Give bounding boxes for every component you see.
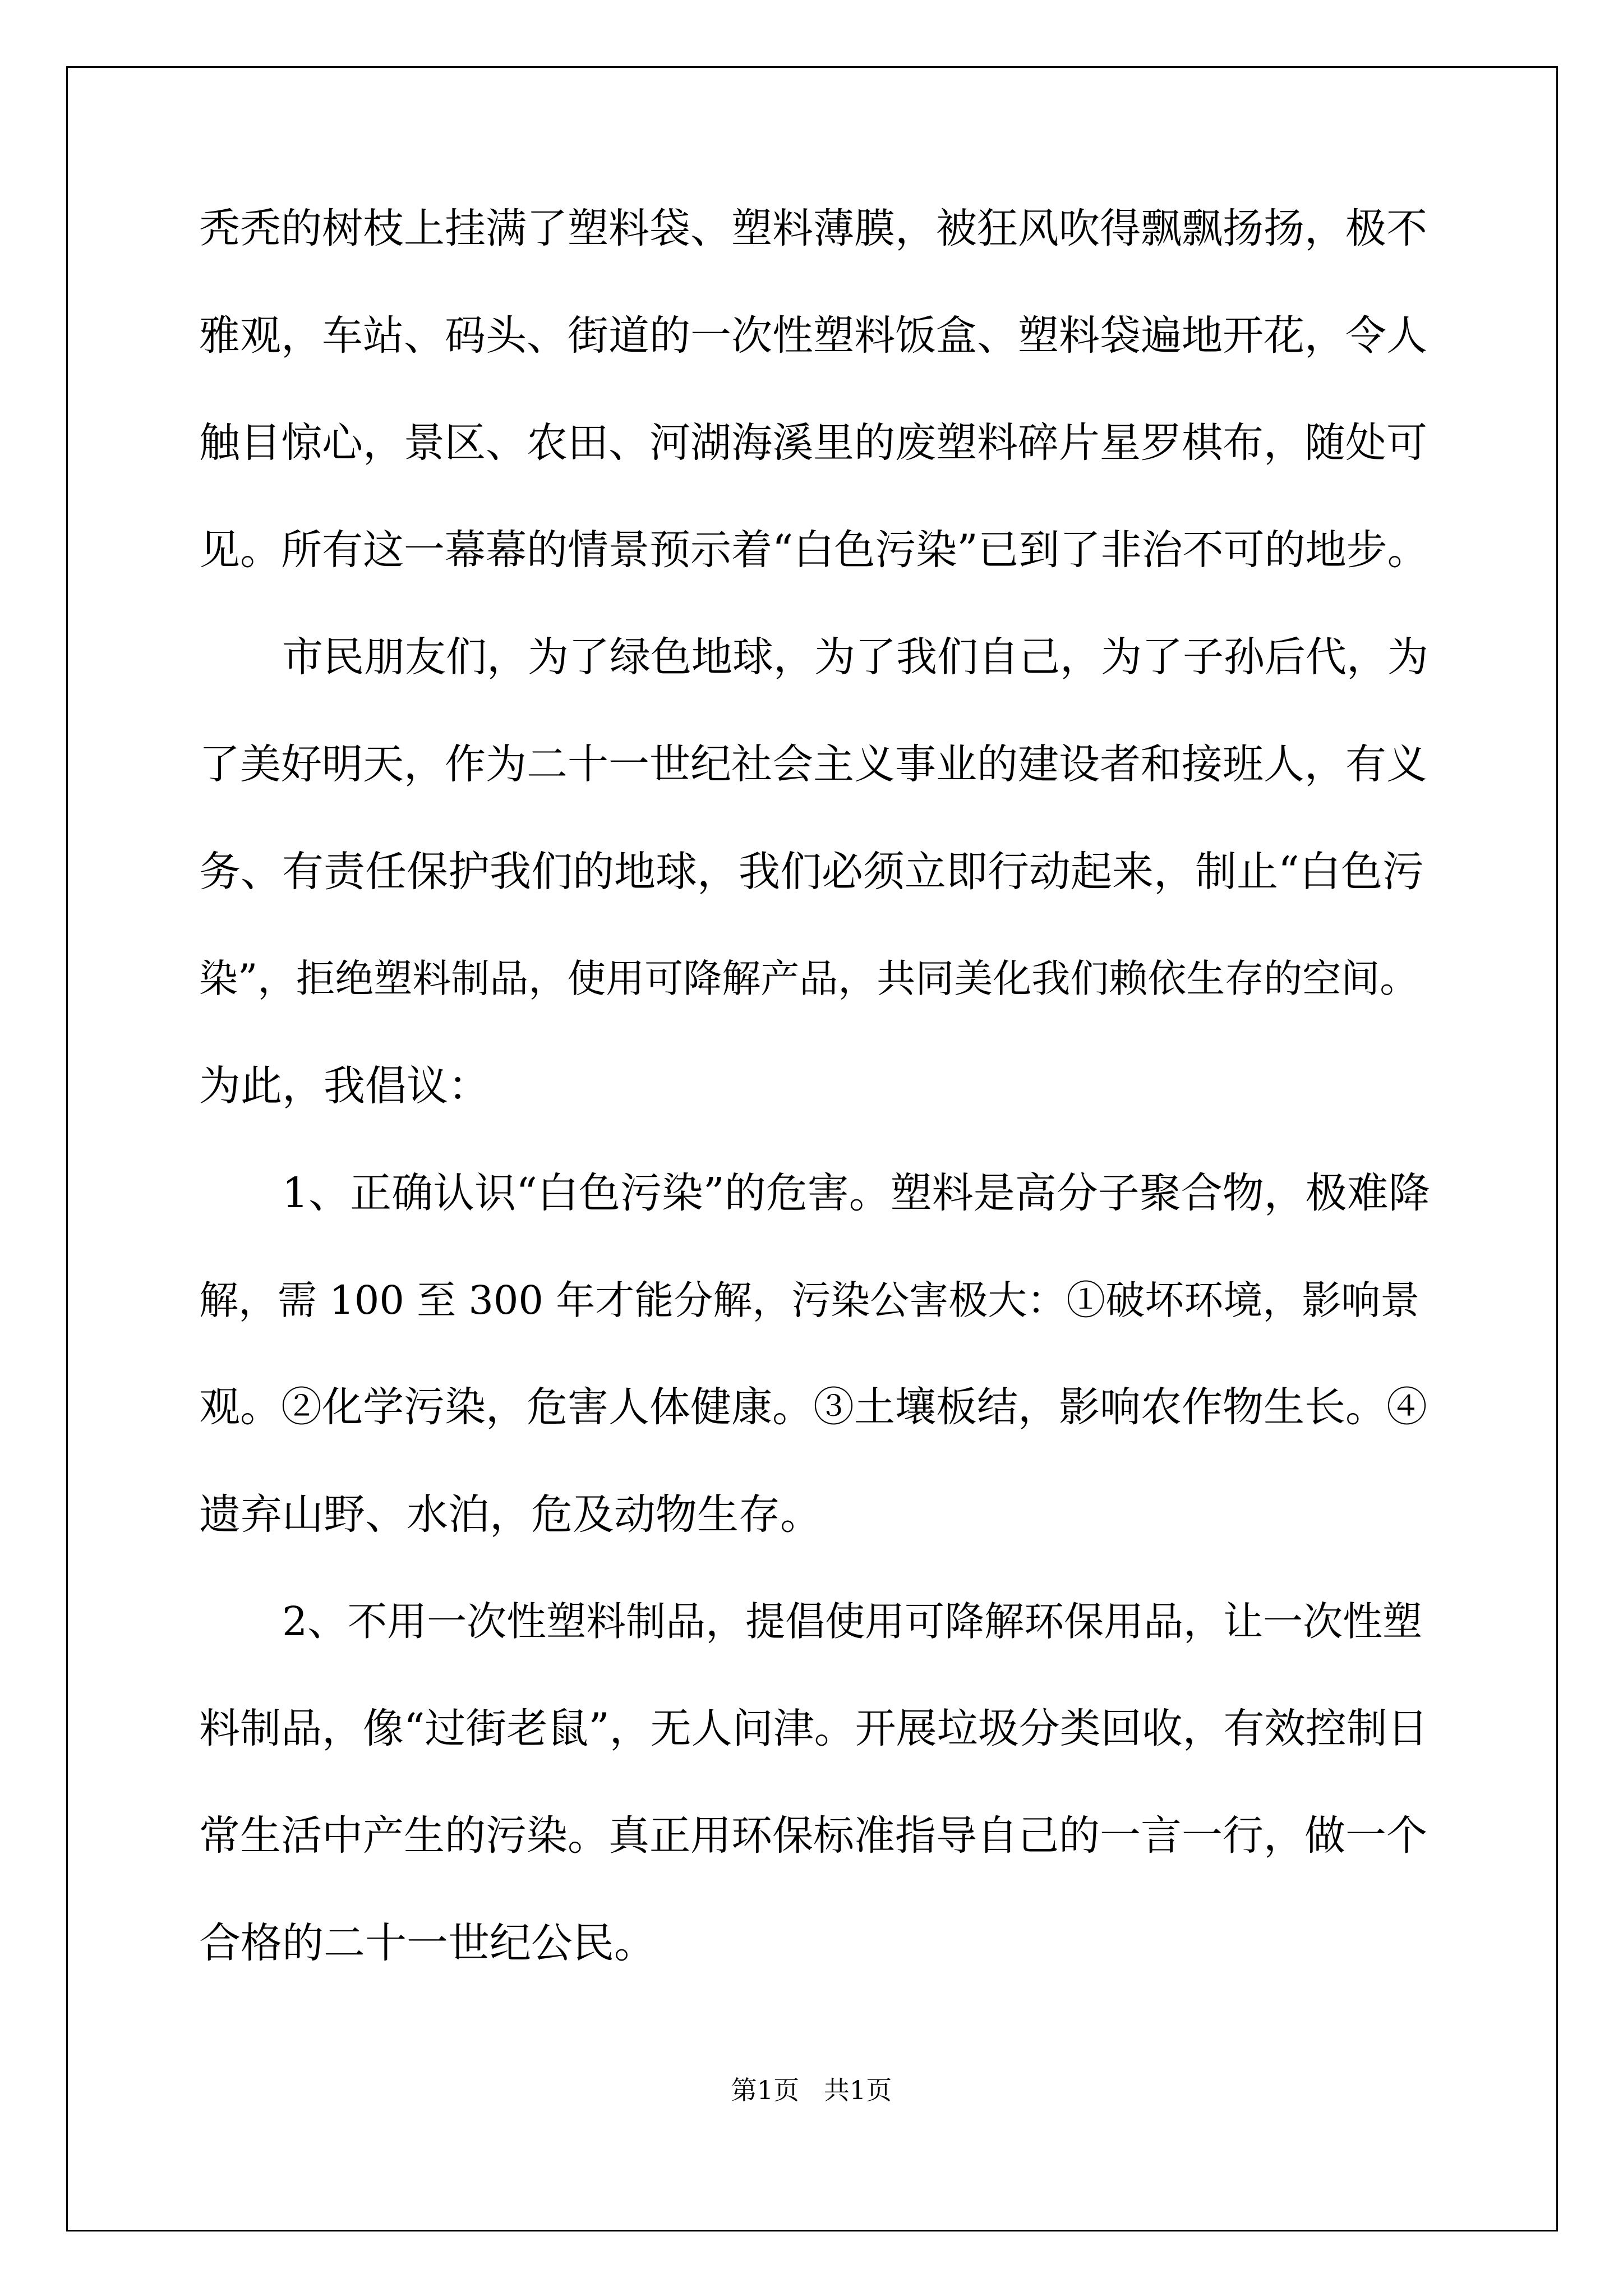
text-line: 常生活中产生的污染。真正用环保标准指导自己的一言一行，做一个 [199, 1812, 1427, 1860]
text-line: 料制品，像“过街老鼠”，无人问津。开展垃圾分类回收，有效控制日 [199, 1705, 1428, 1752]
text-line: 为此，我倡议： [199, 1062, 490, 1110]
text-line: 了美好明天，作为二十一世纪社会主义事业的建设者和接班人，有义 [199, 740, 1427, 788]
text-line: 合格的二十一世纪公民。 [199, 1919, 656, 1967]
text-line: 秃秃的树枝上挂满了塑料袋、塑料薄膜，被狂风吹得飘飘扬扬，极不 [199, 205, 1427, 252]
text-line: 观。②化学污染，危害人体健康。③土壤板结，影响农作物生长。④ [199, 1383, 1427, 1431]
text-line: 市民朋友们，为了绿色地球，为了我们自己，为了子孙后代，为 [282, 633, 1428, 681]
text-line: 见。所有这一幕幕的情景预示着“白色污染”已到了非治不可的地步。 [199, 526, 1428, 574]
text-line: 触目惊心，景区、农田、河湖海溪里的废塑料碎片星罗棋布，随处可 [199, 419, 1427, 467]
text-line: 务、有责任保护我们的地球，我们必须立即行动起来，制止“白色污 [199, 848, 1424, 896]
text-line: 解，需 100 至 300 年才能分解，污染公害极大：①破坏环境，影响景 [199, 1277, 1420, 1323]
document-body [199, 202, 1430, 2023]
text-line: 2、不用一次性塑料制品，提倡使用可降解环保用品，让一次性塑 [282, 1598, 1423, 1645]
text-line: 染”，拒绝塑料制品，使用可降解产品，共同美化我们赖依生存的空间。 [199, 956, 1419, 1001]
text-line: 1、正确认识“白色污染”的危害。塑料是高分子聚合物，极难降 [282, 1169, 1430, 1217]
page-footer: 第1页 共1页 [731, 2075, 892, 2105]
text-line: 遗弃山野、水泊，危及动物生存。 [199, 1490, 822, 1539]
text-line: 雅观，车站、码头、街道的一次性塑料饭盒、塑料袋遍地开花，令人 [199, 312, 1427, 360]
